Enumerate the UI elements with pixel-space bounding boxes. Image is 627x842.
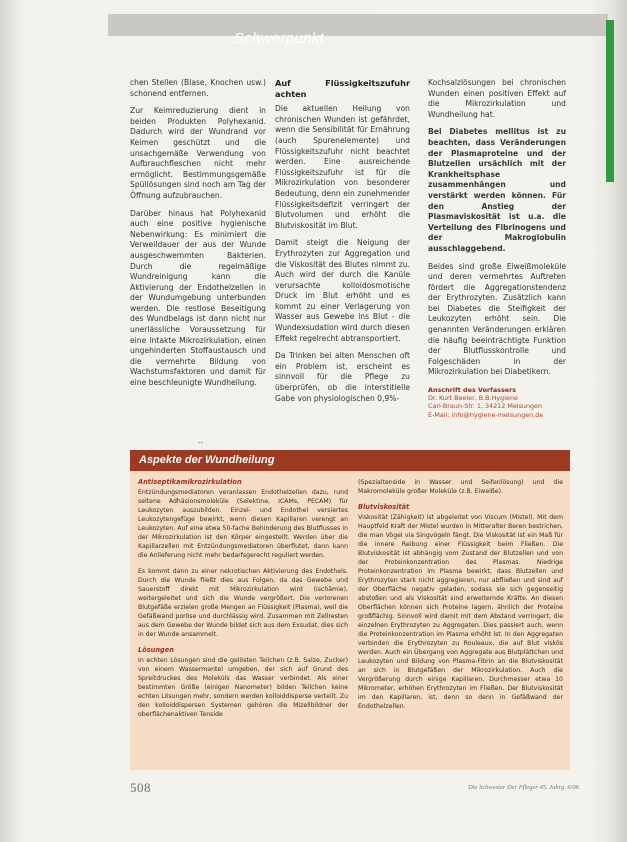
- section-kicker: Schwerpunkt: [234, 30, 325, 47]
- journal-citation: Die Schwester Der Pfleger 45. Jahrg. 6/06: [468, 784, 579, 791]
- address-email[interactable]: E-Mail: info@hygiene-melsungen.de: [428, 410, 544, 419]
- paragraph: chen Stellen (Blase, Knochen usw.) schonend entfernen.: [130, 78, 266, 98]
- article-end-mark: --: [198, 439, 204, 447]
- paragraph: Zur Keimreduzierung dient in beiden Produkten Polyhexanid. Dadurch wird der Wundrand vor Keimen geschützt und die unsachgemäße Verwendung von Aufbrauchfleschen nicht mehr ermöglicht. Bestimmungsgemäße Spüllösungen sind noch am Tag der Öffnung aufzubrauchen.: [130, 106, 266, 200]
- box-subheading: Antiseptikamikrozirkulation: [138, 478, 242, 486]
- info-box-column-2: [358, 478, 563, 718]
- paragraph: Kochsalzlösungen bei chronischen Wunden einen positiven Effekt auf die Mikrozirkulation und Wundheilung hat.: [428, 78, 566, 119]
- info-box-title: Aspekte der Wundheilung: [139, 454, 275, 466]
- box-paragraph: (Spezialtenside in Wasser und Seifenlösung) und die Makromoleküle großer Moleküle (z.B. Eiweiße).: [358, 479, 563, 495]
- address-line: Carl-Braun-Str. 1, 34212 Melsungen: [428, 402, 543, 411]
- address-title: Anschrift des Verfassers: [428, 386, 517, 395]
- paragraph: Da Trinken bei alten Menschen oft ein Problem ist, erscheint es sinnvoll für die Pflege zu überprüfen, ob die interstitielle Gabe von physiologischen 0,9%-: [275, 351, 410, 403]
- paragraph: Die aktuellen Heilung von chronischen Wunden ist gefährdet, wenn die Sensibilität für Ernährung (auch Spurenelemente) und Flüssigkeitszufuhr nicht beachtet werden. Eine ausreichende Flüssigkeitszufuhr ist für die Mikrozirkulation von besonderer Bedeutung, denn ein zunehmender Flüssigkeitsdefizit verringert der Blutvolumen und erhöht die Blutviskosität im Blut.: [275, 104, 410, 230]
- box-paragraph: Viskosität (Zähigkeit) ist abgeleitet von Viscum (Mistel). Mit dem Hauptfeld Kraft der Mistel wurden in Mitteralter Beren bestrichen, die man Vögel via Singvögeln fängt. Die Viskosität ist ein Maß für die innere Reibung einer Flüssigkeit beim Fließen. Die Blutviskosität ist abhängig vom Zustand der Blutzellen und von der Proteinkonzentration des Plasmas. Niedrige Proteinkonzentration im Plasma bewirkt, dass Blutzellen und Erythrozyten stark nicht aggregieren, nur abfließen und sind auf der Oberfläche negativ geladen, sodass sie sich gegenseitig abstoßen und als Viskosität sind erweiternde Kräfte. An diesen Oberflächen können sich Proteine lagern, ähnlich der Proteine großflächig. Sinnvoll wird damit mit dem Abstand verringert, die einzelnen Erythrozyten zu Aggregaten. Dies passiert auch, wenn die Proteinkonzentration im Plasma erhöht ist. In den Aggregaten verbinden die Erythrozyten zu Rouleaux, die auf Blut viskös werden. Auch ein Übergang von Aggregate aus Blutplättchen und Leukozyten und Bildung von Plasma-Fibrin an die Blutviskosität an sich in Blutgefäßen der Mikrozirkulation. Auch die Vergrößerung durch einige Kapillaren, Durchmesser etwa 10 Mikrometer, erhöhen Erythrozyten im Fließen. Der Blutviskosität im den Kapillaren, ist, denn so denn in Gefäßwand der Endothelzellen.: [358, 514, 563, 710]
- article-column-3: [428, 78, 566, 419]
- section-color-tab: [606, 20, 614, 182]
- box-subheading: Lösungen: [138, 646, 174, 654]
- page-number: 508: [130, 780, 151, 795]
- paragraph: Beides sind große Eiweißmoleküle und deren vermehrtes Auftreten fördert die Aggregationstendenz der Erythrozyten. Zusätzlich kann bei Diabetes die Steifigkeit der Leukozyten erhöht sein. Die genannten Veränderungen erklären die häufig beeinträchtigte Funktion der Blutflusskontrolle und Folgeschäden in der Mikrozirkulation bei Diabetikern.: [428, 261, 566, 377]
- box-subheading: Blutviskosität: [358, 503, 410, 511]
- box-paragraph: Es kommt dann zu einer nekrotischen Aktivierung des Endothels. Durch die Wunde fließt dies aus Folgen, da das Gewebe und Sauerstoff direkt mit Mikrozirkulation wird (ischämie), weitergeleitet und sich die Wunde vergrößert. Die verlorenen Blutgefäße erzielen große Mengen an Flüssigkeit (Plasma), weil die Gefäßwand poröse und durchlässig wird. Zusammen mit Zellresten aus dem Gewebe der Wunde bildet sich aus dem Exsudat, dies sich in der Wunde ansammelt.: [138, 568, 348, 638]
- article-column-2: [275, 78, 410, 411]
- box-paragraph: In echten Lösungen sind die gelösten Teilchen (z.B. Salze, Zucker) von einem Wassermantel umgeben, der sich auf Grund des Spreitdruckes des Moleküls das Wasser verbindet. Als einer bestimmten Größe (einigen Nanometer) bilden Teilchen keine echten Lösungen mehr, sondern werden kolloiddisperse verteilt. Zu den kolloiddispersen Systemen gehören die Mizellbildner der oberflächenaktiven Tenside: [138, 657, 348, 718]
- article-column-1: [130, 78, 266, 396]
- paragraph: Darüber hinaus hat Polyhexanid auch eine positive hygienische Nebenwirkung: Es minimiert die Verweildauer der aus der Wunde ausgeschwemmten Bakterien. Durch die regelmäßige Wundreinigung kann die Aktivierung der Endothelzellen in der Wundumgebung unterbunden werden. Die restlose Beseitigung des Wundbelags ist dann nicht nur unerlässliche Voraussetzung für eine intakte Mikrozirkulation, einen ungehinderten Stoffaustausch und die vermehrte Bildung von Wachstumsfaktoren und damit für eine beschleunigte Wundheilung.: [130, 208, 266, 388]
- subheading: Auf Flüssigkeitszufuhr achten: [275, 78, 410, 99]
- author-address: [428, 386, 566, 419]
- address-line: Dr. Kurt Beeler, B.B.Hygiene: [428, 394, 518, 403]
- section-header-bar: [108, 14, 608, 47]
- paragraph: Bei Diabetes mellitus ist zu beachten, dass Veränderungen der Plasmaproteine und der Blutzellen ursächlich mit der Krankheitsphase zusammenhängen und verstärkt werden können. Für den Anstieg der Plasmaviskosität ist u.a. die Verteilung des Fibrinogens und der Makroglobulin ausschlaggebend.: [428, 127, 566, 253]
- paragraph: Damit steigt die Neigung der Erythrozyten zur Aggregation und die Viskosität des Blutes nimmt zu. Auch wird der durch die Kanüle verursachte kolloidosmotische Druck im Blut erhöht und es kommt zu einer Verlagerung von Wasser aus Gewebe ins Blut - die Wundexsudation wird durch diesen Effekt regelrecht abtransportiert.: [275, 238, 410, 343]
- box-paragraph: Entzündungsmediatoren veranlassen Endothelzellen dazu, rund seltene Adhäsionsmoleküle (Selektine, ICAMs, PECAM) für Leukozyten auszubilden. Einzel- und Endothel versiertes Leukozytengefüge bewirkt, wenn diesen Kapillaren verengt an Leukozyten. Auf eine etwa 50-fache Behinderung des Blutflusses in der Mikrozirkulation ist den Körper eingestellt. Werden über die Kapillarzellen mit Entzündungsmediatoren überflutet, dann kann die Anlieferung nicht mehr bedarfsgerecht reguliert werden.: [138, 489, 348, 559]
- info-box: [130, 450, 570, 770]
- info-box-column-1: [138, 478, 348, 726]
- info-box-header: [130, 450, 570, 471]
